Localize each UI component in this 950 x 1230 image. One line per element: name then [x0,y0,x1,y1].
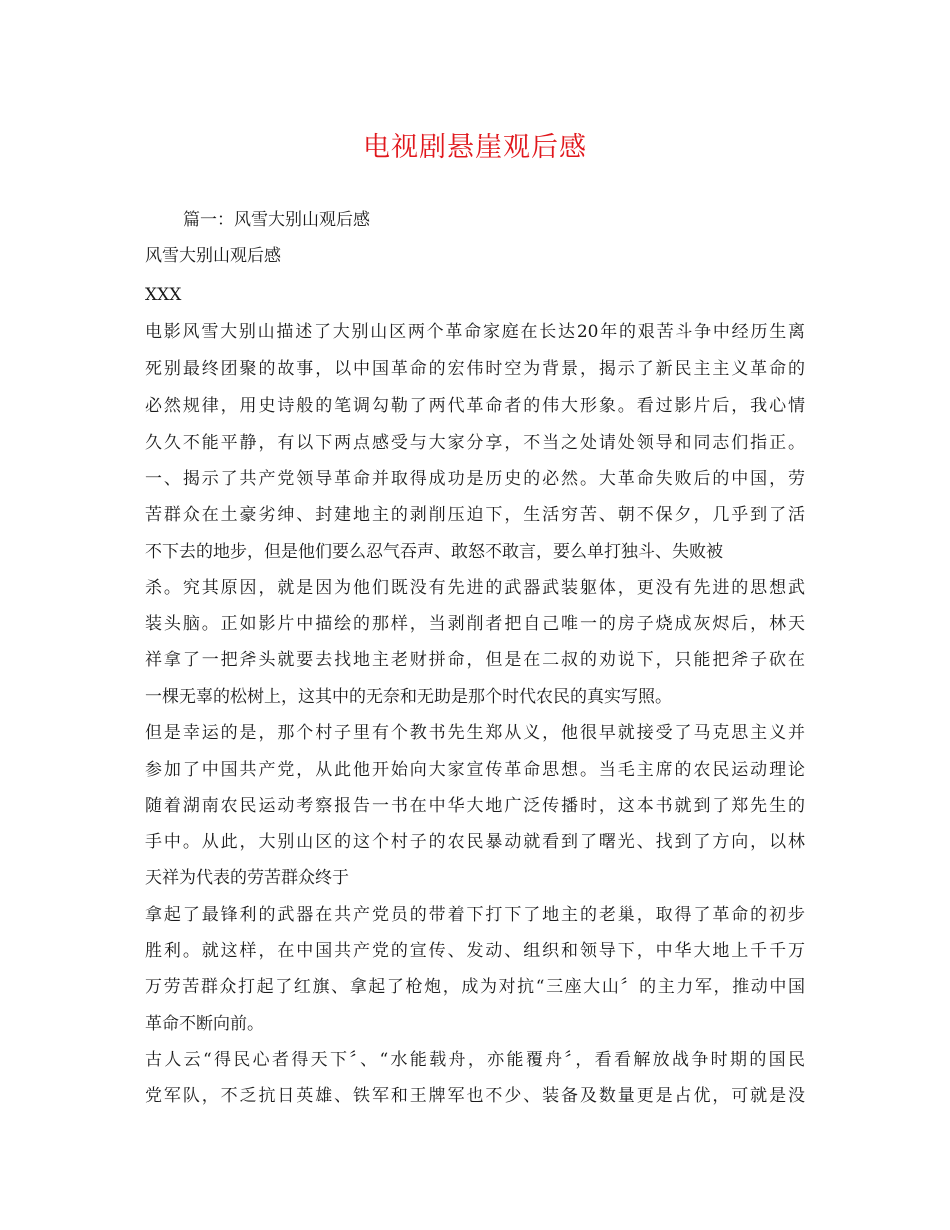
paragraph-line: 祥拿了一把斧头就要去找地主老财拼命，但是在二叔的劝说下，只能把斧子砍在 [145,650,805,670]
paragraph-line: 手中。从此，大别山区的这个村子的农民暴动就看到了曙光、找到了方向，以林 [145,832,805,852]
paragraph-line: 必然规律，用史诗般的笔调勾勒了两代革命者的伟大形象。看过影片后，我心情 [145,396,805,416]
paragraph-line: 党军队，不乏抗日英雄、铁军和王牌军也不少、装备及数量更是占优，可就是没 [145,1086,805,1106]
paragraph-line: 但是幸运的是，那个村子里有个教书先生郑从义，他很早就接受了马克思主义并 [145,723,805,743]
article-title: 风雪大别山观后感 [145,246,281,266]
paragraph-line: 古人云“得民心者得天下〞、“水能载舟，亦能覆舟〞，看看解放战争时期的国民 [145,1050,805,1070]
document-title: 电视剧悬崖观后感 [363,132,587,163]
paragraph-line: 死别最终团聚的故事，以中国革命的宏伟时空为背景，揭示了新民主主义革命的 [145,359,805,379]
paragraph-line: 胜利。就这样，在中国共产党的宣传、发动、组织和领导下，中华大地上千千万 [145,941,805,961]
paragraph-line: 装头脑。正如影片中描绘的那样，当剥削者把自己唯一的房子烧成灰烬后，林天 [145,614,805,634]
paragraph-line: 一棵无辜的松树上，这其中的无奈和无助是那个时代农民的真实写照。 [145,687,672,707]
paragraph-line: 久久不能平静，有以下两点感受与大家分享，不当之处请处领导和同志们指正。 [145,433,805,453]
paragraph-line: 苦群众在土豪劣绅、封建地主的剥削压迫下，生活穷苦、朝不保夕，几乎到了活 [145,505,805,525]
paragraph-line: 天祥为代表的劳苦群众终于 [145,868,349,888]
paragraph-line: 电影风雪大别山描述了大别山区两个革命家庭在长达20年的艰苦斗争中经历生离 [145,322,805,342]
author-line: XXX [145,285,182,305]
paragraph-line: 拿起了最锋利的武器在共产党员的带着下打下了地主的老巢，取得了革命的初步 [145,905,805,925]
paragraph-line: 一、揭示了共产党领导革命并取得成功是历史的必然。大革命失败后的中国，劳 [145,469,805,489]
paragraph-line: 杀。究其原因，就是因为他们既没有先进的武器武装躯体，更没有先进的思想武 [145,578,805,598]
paragraph-line: 革命不断向前。 [145,1014,264,1034]
paragraph-line: 不下去的地步，但是他们要么忍气吞声、敢怒不敢言，要么单打独斗、失败被 [145,542,723,562]
section-heading: 篇一：风雪大别山观后感 [183,210,370,230]
paragraph-line: 随着湖南农民运动考察报告一书在中华大地广泛传播时，这本书就到了郑先生的 [145,796,805,816]
paragraph-line: 万劳苦群众打起了红旗、拿起了枪炮，成为对抗“三座大山〞的主力军，推动中国 [145,977,805,997]
paragraph-line: 参加了中国共产党，从此他开始向大家宣传革命思想。当毛主席的农民运动理论 [145,760,805,780]
